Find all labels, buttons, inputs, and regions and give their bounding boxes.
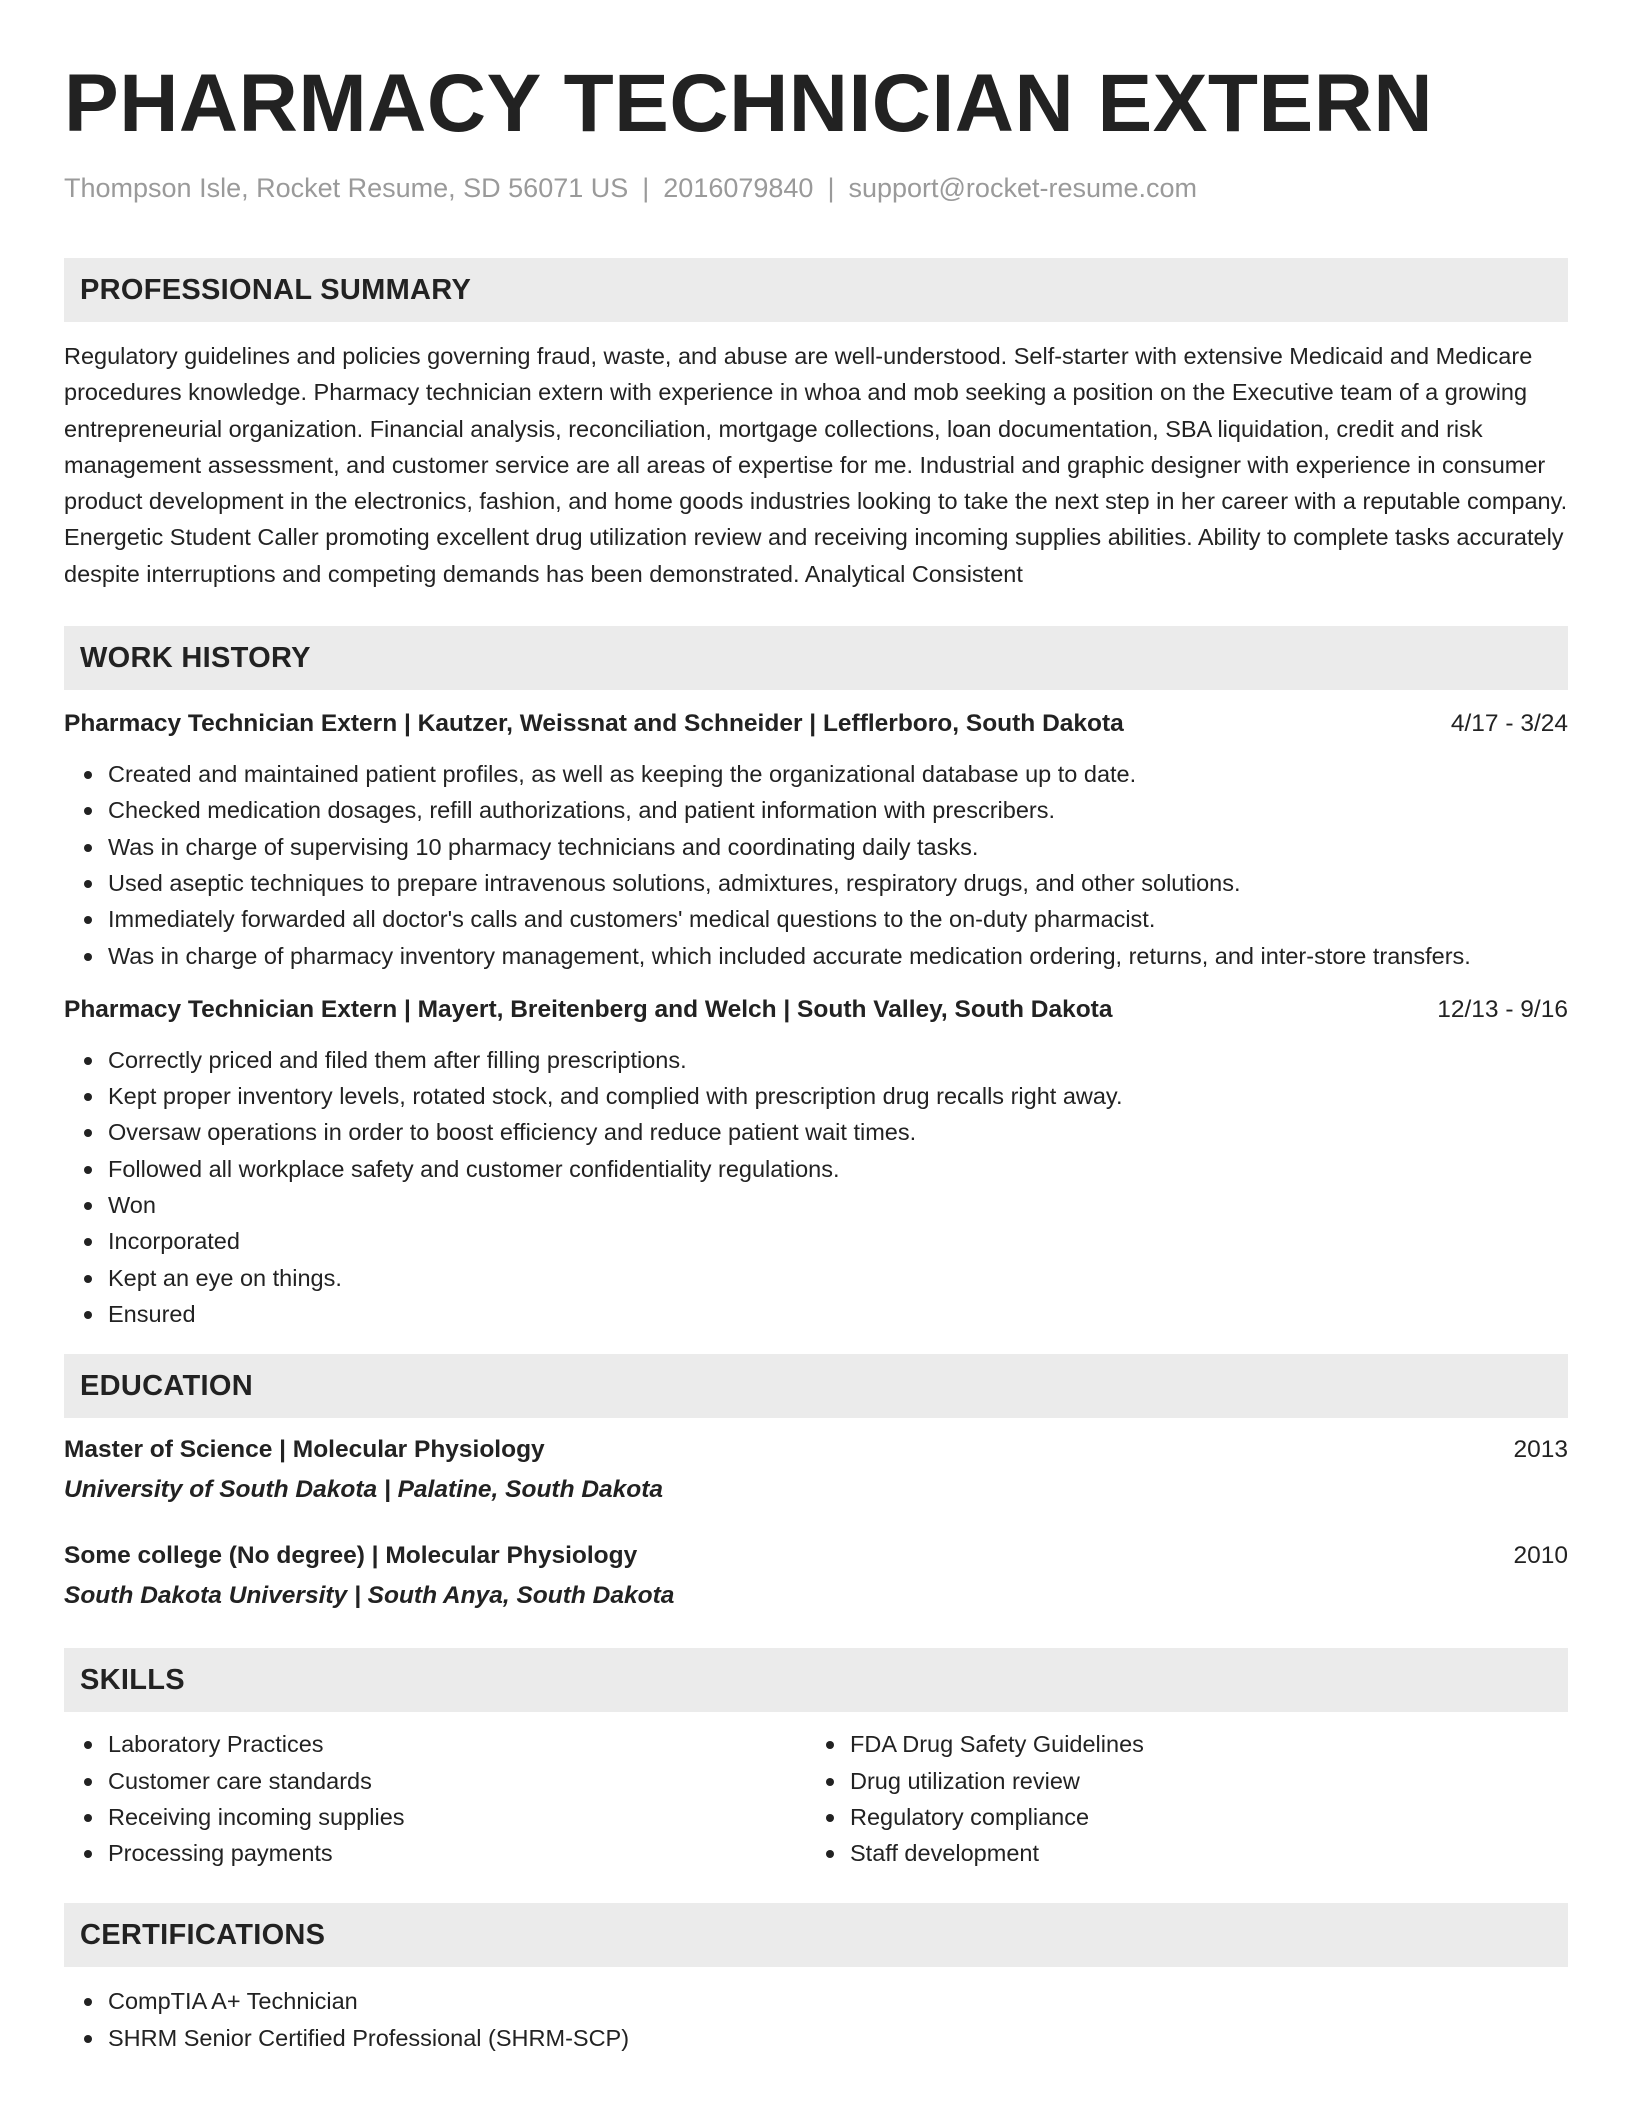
skill-item: Processing payments	[108, 1835, 806, 1871]
job-bullet: Immediately forwarded all doctor's calls and customers' medical questions to the on-duty pharmacist.	[108, 901, 1568, 937]
education-school: South Dakota University | South Anya, South Dakota	[64, 1582, 675, 1610]
job-dates: 12/13 - 9/16	[1437, 995, 1568, 1023]
job-entry	[64, 992, 1568, 1332]
skill-item: Staff development	[850, 1835, 1548, 1871]
job-bullet: Checked medication dosages, refill authorizations, and patient information with prescribers.	[108, 792, 1568, 828]
job-bullet: Kept proper inventory levels, rotated stock, and complied with prescription drug recalls right away.	[108, 1078, 1568, 1114]
skills-section-header: SKILLS	[64, 1648, 1568, 1712]
skills-list	[806, 1726, 1548, 1871]
education-entry	[64, 1538, 1568, 1614]
summary-text: Regulatory guidelines and policies governing fraud, waste, and abuse are well-understood. Self-starter with extensive Medicaid and Medicare procedures knowledge. Pharmacy technician extern with experience in whoa and mob seeking a position on the Executive team of a growing entrepreneurial organization. Financial analysis, reconciliation, mortgage collections, loan documentation, SBA liquidation, credit and risk management assessment, and customer service are all areas of expertise for me. Industrial and graphic designer with experience in consumer product development in the electronics, fashion, and home goods industries looking to take the next step in her career with a reputable company. Energetic Student Caller promoting excellent drug utilization review and receiving incoming supplies abilities. Ability to complete tasks accurately despite interruptions and competing demands has been demonstrated. Analytical Consistent	[64, 343, 1568, 587]
job-bullet: Won	[108, 1187, 1568, 1223]
contact-phone: 2016079840	[663, 173, 814, 203]
skills-list	[64, 1726, 806, 1871]
job-bullet-list	[64, 756, 1568, 974]
job-bullet: Was in charge of supervising 10 pharmacy technicians and coordinating daily tasks.	[108, 829, 1568, 865]
job-title: Pharmacy Technician Extern | Mayert, Breitenberg and Welch | South Valley, South Dakota	[64, 995, 1113, 1023]
education-degree: Master of Science | Molecular Physiology	[64, 1436, 545, 1464]
education-year: 2013	[1513, 1436, 1568, 1464]
job-bullet: Created and maintained patient profiles, as well as keeping the organizational database up to date.	[108, 756, 1568, 792]
job-title: Pharmacy Technician Extern | Kautzer, Weissnat and Schneider | Lefflerboro, South Dakota	[64, 710, 1124, 738]
education-school: University of South Dakota | Palatine, South Dakota	[64, 1476, 664, 1504]
education-degree-row	[64, 1538, 1568, 1574]
skill-item: Regulatory compliance	[850, 1799, 1548, 1835]
certification-item: SHRM Senior Certified Professional (SHRM-SCP)	[108, 2020, 1568, 2056]
skill-item: Laboratory Practices	[108, 1726, 806, 1762]
job-title-row	[64, 706, 1568, 742]
contact-address: Thompson Isle, Rocket Resume, SD 56071 US	[64, 173, 629, 203]
job-title-row	[64, 992, 1568, 1028]
skill-item: Customer care standards	[108, 1763, 806, 1799]
job-entry	[64, 706, 1568, 974]
skill-item: FDA Drug Safety Guidelines	[850, 1726, 1548, 1762]
certification-item: CompTIA A+ Technician	[108, 1983, 1568, 2019]
contact-email: support@rocket-resume.com	[848, 173, 1197, 203]
candidate-name: PHARMACY TECHNICIAN EXTERN	[64, 58, 1434, 149]
contact-separator: |	[827, 173, 835, 203]
certifications-list	[64, 1983, 1568, 2056]
skills-grid	[64, 1726, 1568, 1871]
job-bullet: Followed all workplace safety and customer confidentiality regulations.	[108, 1151, 1568, 1187]
certification-bullet-list	[64, 1983, 1568, 2056]
certifications-section-header: CERTIFICATIONS	[64, 1903, 1568, 1967]
job-bullet: Oversaw operations in order to boost efficiency and reduce patient wait times.	[108, 1114, 1568, 1150]
summary-section-header: PROFESSIONAL SUMMARY	[64, 258, 1568, 322]
skill-item: Drug utilization review	[850, 1763, 1548, 1799]
job-bullet: Was in charge of pharmacy inventory management, which included accurate medication ordering, returns, and inter-store transfers.	[108, 938, 1568, 974]
skills-column-right	[806, 1726, 1548, 1871]
contact-separator: |	[642, 173, 650, 203]
job-bullet-list	[64, 1042, 1568, 1332]
education-year: 2010	[1513, 1542, 1568, 1570]
job-dates: 4/17 - 3/24	[1450, 710, 1568, 738]
education-entry	[64, 1432, 1568, 1508]
work-history-section-header: WORK HISTORY	[64, 626, 1568, 690]
contact-line	[64, 170, 1568, 206]
education-degree: Some college (No degree) | Molecular Physiology	[64, 1542, 638, 1570]
resume-page	[64, 0, 1568, 2056]
skill-item: Receiving incoming supplies	[108, 1799, 806, 1835]
job-bullet: Kept an eye on things.	[108, 1260, 1568, 1296]
job-bullet: Used aseptic techniques to prepare intravenous solutions, admixtures, respiratory drugs, and other solutions.	[108, 865, 1568, 901]
skills-column-left	[64, 1726, 806, 1871]
job-bullet: Correctly priced and filed them after filling prescriptions.	[108, 1042, 1568, 1078]
education-degree-row	[64, 1432, 1568, 1468]
education-section-header: EDUCATION	[64, 1354, 1568, 1418]
job-bullet: Incorporated	[108, 1223, 1568, 1259]
job-bullet: Ensured	[108, 1296, 1568, 1332]
